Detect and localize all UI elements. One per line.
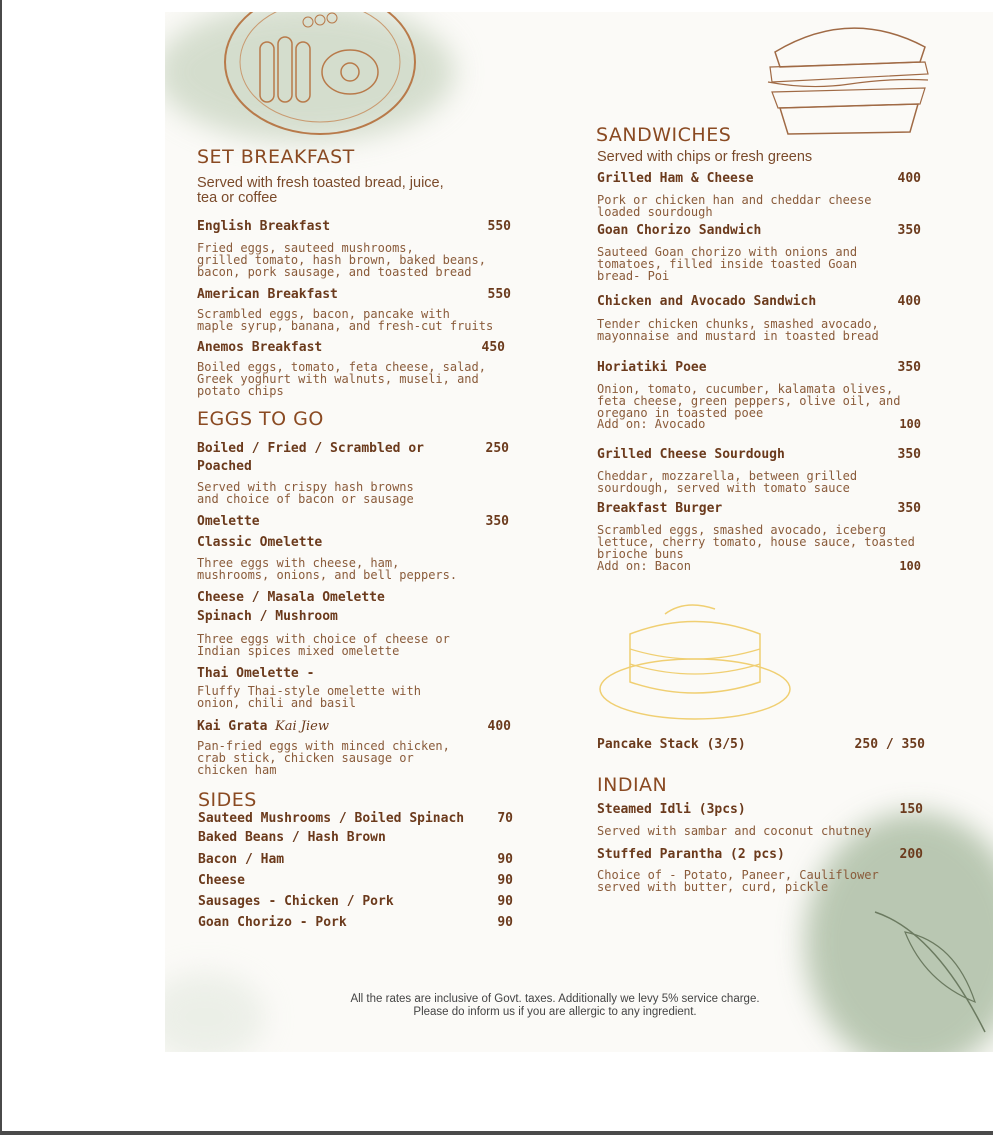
leaf-illustration: [865, 892, 993, 1052]
menu-item-desc: Three eggs with choice of cheese or Indian spices mixed omelette: [197, 632, 450, 658]
menu-item-price: 400: [897, 171, 921, 186]
side-item-name-line2: Baked Beans / Hash Brown: [198, 830, 386, 845]
side-item-price: 90: [497, 852, 513, 867]
menu-item-desc: Fluffy Thai-style omelette with onion, chili and basil: [197, 684, 421, 710]
side-item-name: Bacon / Ham: [198, 852, 285, 867]
sandwiches-heading: SANDWICHES: [596, 124, 732, 146]
indian-heading: INDIAN: [597, 774, 668, 796]
menu-item-price: 350: [485, 514, 509, 529]
menu-item-desc: Tender chicken chunks, smashed avocado, mayonnaise and mustard in toasted bread: [597, 317, 879, 343]
menu-item-desc: Scrambled eggs, smashed avocado, iceberg lettuce, cherry tomato, house sauce, toasted brioche buns: [597, 523, 915, 561]
menu-item-desc: Fried eggs, sauteed mushrooms, grilled tomato, hash brown, baked beans, bacon, pork sausage, and toasted bread: [197, 241, 486, 279]
menu-item-price: 250: [485, 441, 509, 456]
sides-heading: SIDES: [198, 789, 257, 811]
menu-item-desc: Three eggs with cheese, ham, mushrooms, onions, and bell peppers.: [197, 556, 458, 582]
menu-item-price: 350: [897, 447, 921, 462]
footer-allergy-note: Please do inform us if you are allergic to any ingredient.: [413, 1006, 697, 1018]
footer-tax-note: All the rates are inclusive of Govt. taxes. Additionally we levy 5% service charge.: [350, 993, 760, 1005]
menu-page: [165, 12, 993, 1052]
kai-jiew-script-label: Kai Jiew: [275, 719, 329, 734]
menu-item-name: Boiled / Fried / Scrambled or: [197, 441, 424, 456]
side-item-name: Sauteed Mushrooms / Boiled Spinach: [198, 811, 465, 826]
menu-item-desc: Pork or chicken han and cheddar cheese loaded sourdough: [597, 193, 872, 219]
menu-item-price: 350: [897, 223, 921, 238]
menu-item-name: Kai Grata: [197, 719, 268, 734]
eggs-to-go-heading: EGGS TO GO: [197, 408, 324, 430]
menu-item-price: 450: [481, 340, 505, 355]
menu-item-desc: Cheddar, mozzarella, between grilled sourdough, served with tomato sauce: [597, 469, 858, 495]
menu-item-name: Anemos Breakfast: [197, 340, 323, 355]
window-left-border: [0, 0, 2, 1135]
menu-item-desc: Pan-fried eggs with minced chicken, crab stick, chicken sausage or chicken ham: [197, 739, 450, 777]
menu-item-name: Cheese / Masala Omelette: [197, 590, 385, 605]
menu-item-price: 350: [897, 360, 921, 375]
side-item-name: Goan Chorizo - Pork: [198, 915, 347, 930]
pancake-illustration: [595, 594, 795, 724]
addon-label: Add on: Avocado: [597, 417, 706, 431]
menu-item-name: Chicken and Avocado Sandwich: [597, 294, 817, 309]
addon-label: Add on: Bacon: [597, 559, 691, 573]
menu-item-price: 350: [897, 501, 921, 516]
side-item-name: Sausages - Chicken / Pork: [198, 894, 394, 909]
menu-item-desc: Served with crispy hash browns and choice of bacon or sausage: [197, 480, 414, 506]
menu-item-price: 150: [899, 802, 923, 817]
addon-price: 100: [899, 417, 921, 431]
pancake-stack-name: Pancake Stack (3/5): [597, 737, 746, 752]
menu-item-desc: Sauteed Goan chorizo with onions and tomatoes, filled inside toasted Goan bread- Poi: [597, 245, 858, 283]
menu-item-desc: Served with sambar and coconut chutney: [597, 824, 872, 838]
sandwich-illustration: [760, 12, 935, 137]
side-item-price: 90: [497, 915, 513, 930]
set-breakfast-subtitle: Served with fresh toasted bread, juice, tea or coffee: [197, 175, 444, 206]
menu-item-name: Omelette: [197, 514, 260, 529]
menu-item-name: Stuffed Parantha (2 pcs): [597, 847, 785, 862]
menu-item-desc: Boiled eggs, tomato, feta cheese, salad, Greek yoghurt with walnuts, museli, and potato chips: [197, 360, 486, 398]
side-item-price: 70: [497, 811, 513, 826]
sandwiches-subtitle: Served with chips or fresh greens: [597, 149, 813, 165]
menu-item-name-line2: Poached: [197, 459, 252, 474]
menu-item-name: Grilled Ham & Cheese: [597, 171, 754, 186]
menu-item-price: 200: [899, 847, 923, 862]
window-bottom-border: [0, 1131, 993, 1135]
green-wash-bottom-left: [165, 972, 265, 1052]
side-item-name: Cheese: [198, 873, 245, 888]
menu-item-name: American Breakfast: [197, 287, 338, 302]
menu-item-desc: Onion, tomato, cucumber, kalamata olives, feta cheese, green peppers, olive oil, and oregano in toasted poee: [597, 382, 901, 420]
menu-item-desc: Scrambled eggs, bacon, pancake with maple syrup, banana, and fresh-cut fruits: [197, 307, 494, 333]
menu-item-desc: Choice of - Potato, Paneer, Cauliflower served with butter, curd, pickle: [597, 868, 879, 894]
menu-item-price: 400: [897, 294, 921, 309]
breakfast-plate-illustration: [220, 12, 420, 137]
side-item-price: 90: [497, 873, 513, 888]
menu-item-price: 400: [487, 719, 511, 734]
menu-item-price: 550: [487, 287, 511, 302]
menu-item-name: Goan Chorizo Sandwich: [597, 223, 762, 238]
menu-item-name: Grilled Cheese Sourdough: [597, 447, 785, 462]
menu-item-name: Breakfast Burger: [597, 501, 723, 516]
pancake-stack-price: 250 / 350: [854, 737, 925, 752]
menu-item-name: Horiatiki Poee: [597, 360, 707, 375]
side-item-price: 90: [497, 894, 513, 909]
addon-price: 100: [899, 559, 921, 573]
menu-item-price: 550: [487, 219, 511, 234]
menu-item-name: English Breakfast: [197, 219, 331, 234]
menu-item-name: Steamed Idli (3pcs): [597, 802, 746, 817]
set-breakfast-heading: SET BREAKFAST: [197, 146, 355, 168]
menu-item-name: Thai Omelette -: [197, 666, 315, 681]
menu-item-name-line2: Spinach / Mushroom: [197, 609, 338, 624]
menu-item-name: Classic Omelette: [197, 535, 323, 550]
